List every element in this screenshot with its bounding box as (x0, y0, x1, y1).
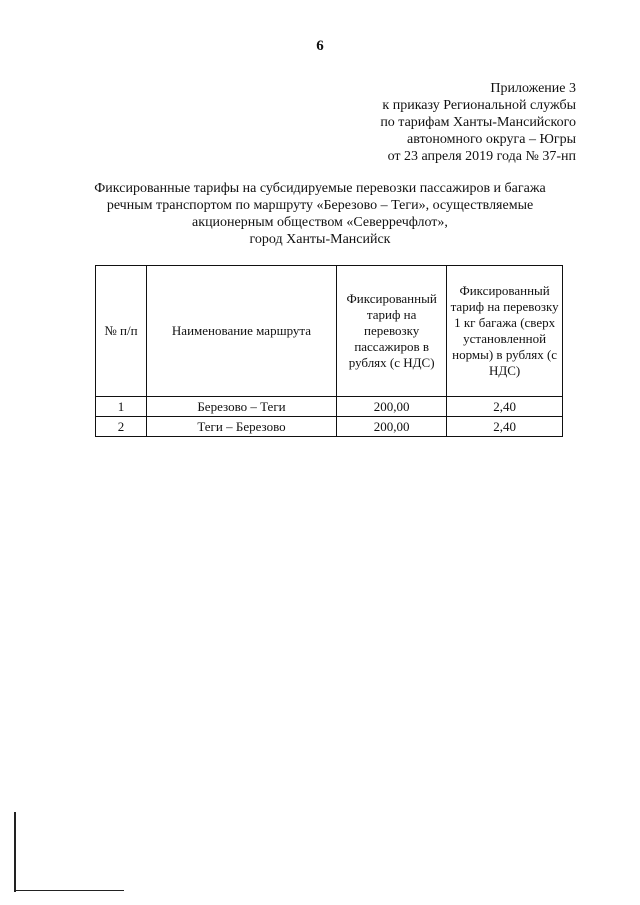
table-row (96, 417, 563, 437)
header-passenger-tariff: Фиксированный тариф на перевозку пассажиров в рублях (с НДС) (337, 266, 447, 397)
appendix-line: по тарифам Ханты-Мансийского (380, 115, 576, 130)
cell-route: Теги – Березово (146, 417, 336, 437)
cell-num: 1 (96, 397, 147, 417)
title-line: Фиксированные тарифы на субсидируемые перевозки пассажиров и багажа (94, 181, 546, 196)
table-header-row (96, 266, 563, 397)
cell-route: Березово – Теги (146, 397, 336, 417)
title-line: речным транспортом по маршруту «Березово – Теги», осуществляемые (106, 198, 534, 213)
header-route: Наименование маршрута (146, 266, 336, 397)
document-title (70, 180, 570, 248)
appendix-block (316, 80, 576, 165)
header-baggage-tariff: Фиксированный тариф на перевозку 1 кг багажа (сверх установленной нормы) в рублях (с НДС) (447, 266, 563, 397)
tariffs-table (95, 265, 563, 437)
cell-baggage-tariff: 2,40 (447, 397, 563, 417)
appendix-line: Приложение 3 (490, 81, 576, 96)
appendix-line: от 23 апреля 2019 года № 37-нп (387, 149, 576, 164)
appendix-line: автономного округа – Югры (407, 132, 576, 147)
title-line: акционерным обществом «Северречфлот», (192, 215, 448, 230)
title-line: город Ханты-Мансийск (249, 232, 391, 247)
page-number: 6 (316, 38, 324, 54)
table-row (96, 397, 563, 417)
cell-num: 2 (96, 417, 147, 437)
appendix-line: к приказу Региональной службы (382, 98, 576, 113)
header-num: № п/п (96, 266, 147, 397)
scan-edge-mark (14, 812, 16, 892)
cell-passenger-tariff: 200,00 (337, 397, 447, 417)
cell-baggage-tariff: 2,40 (447, 417, 563, 437)
scan-edge-mark (14, 890, 124, 891)
cell-passenger-tariff: 200,00 (337, 417, 447, 437)
